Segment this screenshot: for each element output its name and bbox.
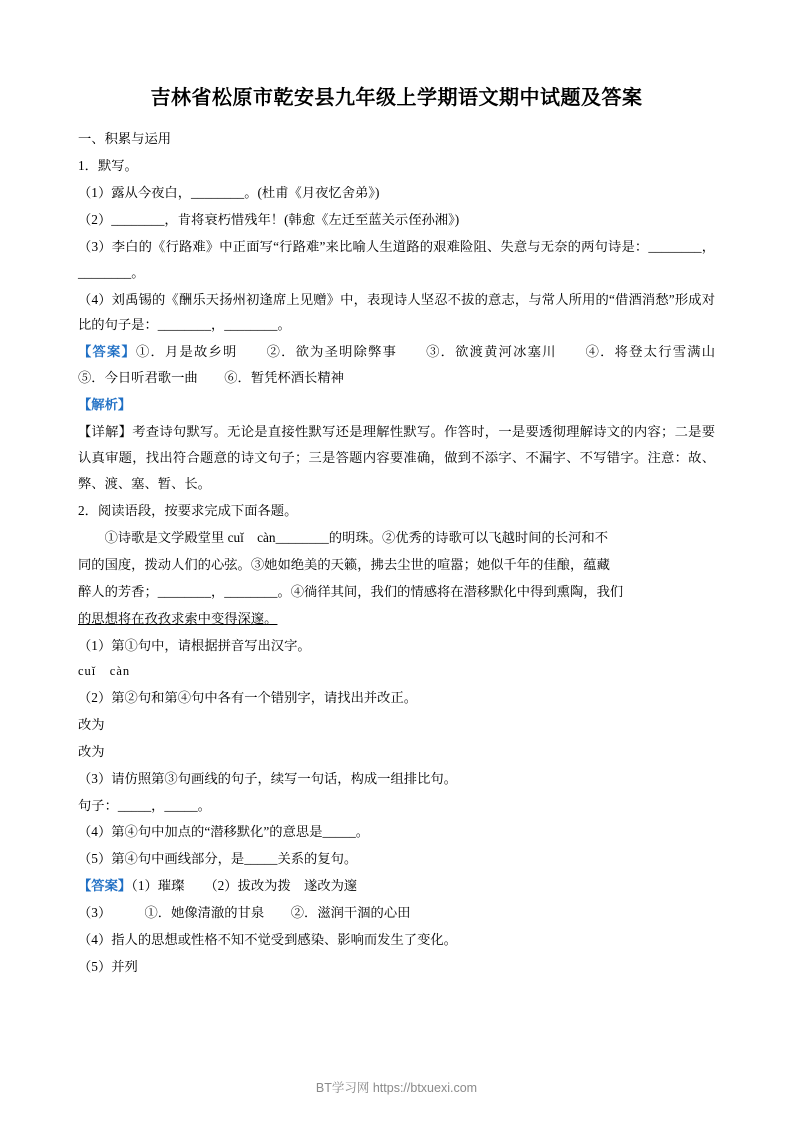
question-1-answer-text: ①．月是故乡明 ②．欲为圣明除弊事 ③．欲渡黄河冰塞川 ④．将登太行雪满山 ⑤．今日听君歌一曲 ⑥．暂凭杯酒长精神	[78, 344, 742, 386]
question-2-label: 2．阅读语段，按要求完成下面各题。	[78, 502, 298, 518]
question-1-item-3: （3）李白的《行路难》中正面写“行路难”来比喻人生道路的艰难险阻、失意与无奈的两句诗是：________，________。	[78, 238, 715, 280]
question-2-item-2: （2）第②句和第④句中各有一个错别字，请找出并改正。	[78, 689, 418, 705]
question-2-pinyin: cuǐ càn	[78, 664, 131, 679]
section-heading: 一、积累与运用	[78, 131, 172, 146]
question-1-detail	[78, 419, 715, 497]
question-1-answer	[78, 339, 742, 391]
detail-tag: 【详解】	[78, 424, 133, 440]
question-2-passage-line-1: ①诗歌是文学殿堂里 cuǐ càn________的明珠。②优秀的诗歌可以飞越时间的长河和不	[104, 529, 609, 545]
answer-tag-2: 【答案】	[78, 878, 132, 894]
question-1-detail-text: 考查诗句默写。无论是直接性默写还是理解性默写。作答时，一是要透彻理解诗文的内容；二是要认真审题，找出符合题意的诗文句子；三是答题内容要准确，做到不添字、不漏字、不写错字。注意：故、弊、渡、塞、暂、长。	[78, 424, 716, 491]
question-2-passage-line-4: 的思想将在孜孜求索中变得深邃。	[78, 610, 278, 626]
footer-watermark: BT学习网 https://btxuexi.com	[315, 1081, 478, 1095]
question-2-change-label-2: 改为	[78, 743, 105, 759]
analysis-tag: 【解析】	[78, 397, 132, 413]
question-1-label: 1．默写。	[78, 157, 138, 173]
question-2-item-4: （4）第④句中加点的“潜移默化”的意思是_____。	[78, 824, 370, 840]
question-2-sentence-blank: 句子：_____，_____。	[78, 797, 211, 813]
question-2-item-1: （1）第①句中，请根据拼音写出汉字。	[78, 637, 311, 653]
question-2-answer-line-2: （3） ①．她像清澈的甘泉 ②．滋润干涸的心田	[78, 905, 411, 921]
question-1-item-4: （4）刘禹锡的《酬乐天扬州初逢席上见赠》中，表现诗人坚忍不拔的意志，与常人所用的“借酒消愁”形成对比的句子是：________，________。	[78, 291, 715, 333]
question-2-answer-line-4: （5）并列	[78, 959, 138, 975]
question-1-item-1: （1）露从今夜白，________。(杜甫《月夜忆舍弟》)	[78, 184, 380, 200]
question-2-answer-line-1: （1）璀璨 （2）拔改为拨 遂改为邃	[131, 878, 358, 894]
question-2-item-3: （3）请仿照第③句画线的句子，续写一句话，构成一组排比句。	[78, 770, 457, 786]
question-2-answer-line-3: （4）指人的思想或性格不知不觉受到感染、影响而发生了变化。	[78, 932, 457, 948]
question-2-change-label-1: 改为	[78, 716, 105, 732]
answer-tag: 【答案】	[78, 344, 137, 360]
question-2-passage-line-2: 同的国度，拨动人们的心弦。③她如绝美的天籁，拂去尘世的喧嚣；她似千年的佳酿，蕴藏	[78, 556, 610, 572]
page-title: 吉林省松原市乾安县九年级上学期语文期中试题及答案	[150, 87, 643, 109]
question-2-answer	[78, 873, 715, 899]
question-2-passage-line-3: 醉人的芳香；________，________。④徜徉其间，我们的情感将在潜移默化中得到熏陶，我们	[78, 583, 624, 599]
question-2-item-5: （5）第④句中画线部分，是_____关系的复句。	[78, 851, 358, 867]
question-1-item-2: （2）________，肯将衰朽惜残年！(韩愈《左迁至蓝关示侄孙湘》)	[78, 211, 460, 227]
analysis-label	[78, 392, 715, 418]
